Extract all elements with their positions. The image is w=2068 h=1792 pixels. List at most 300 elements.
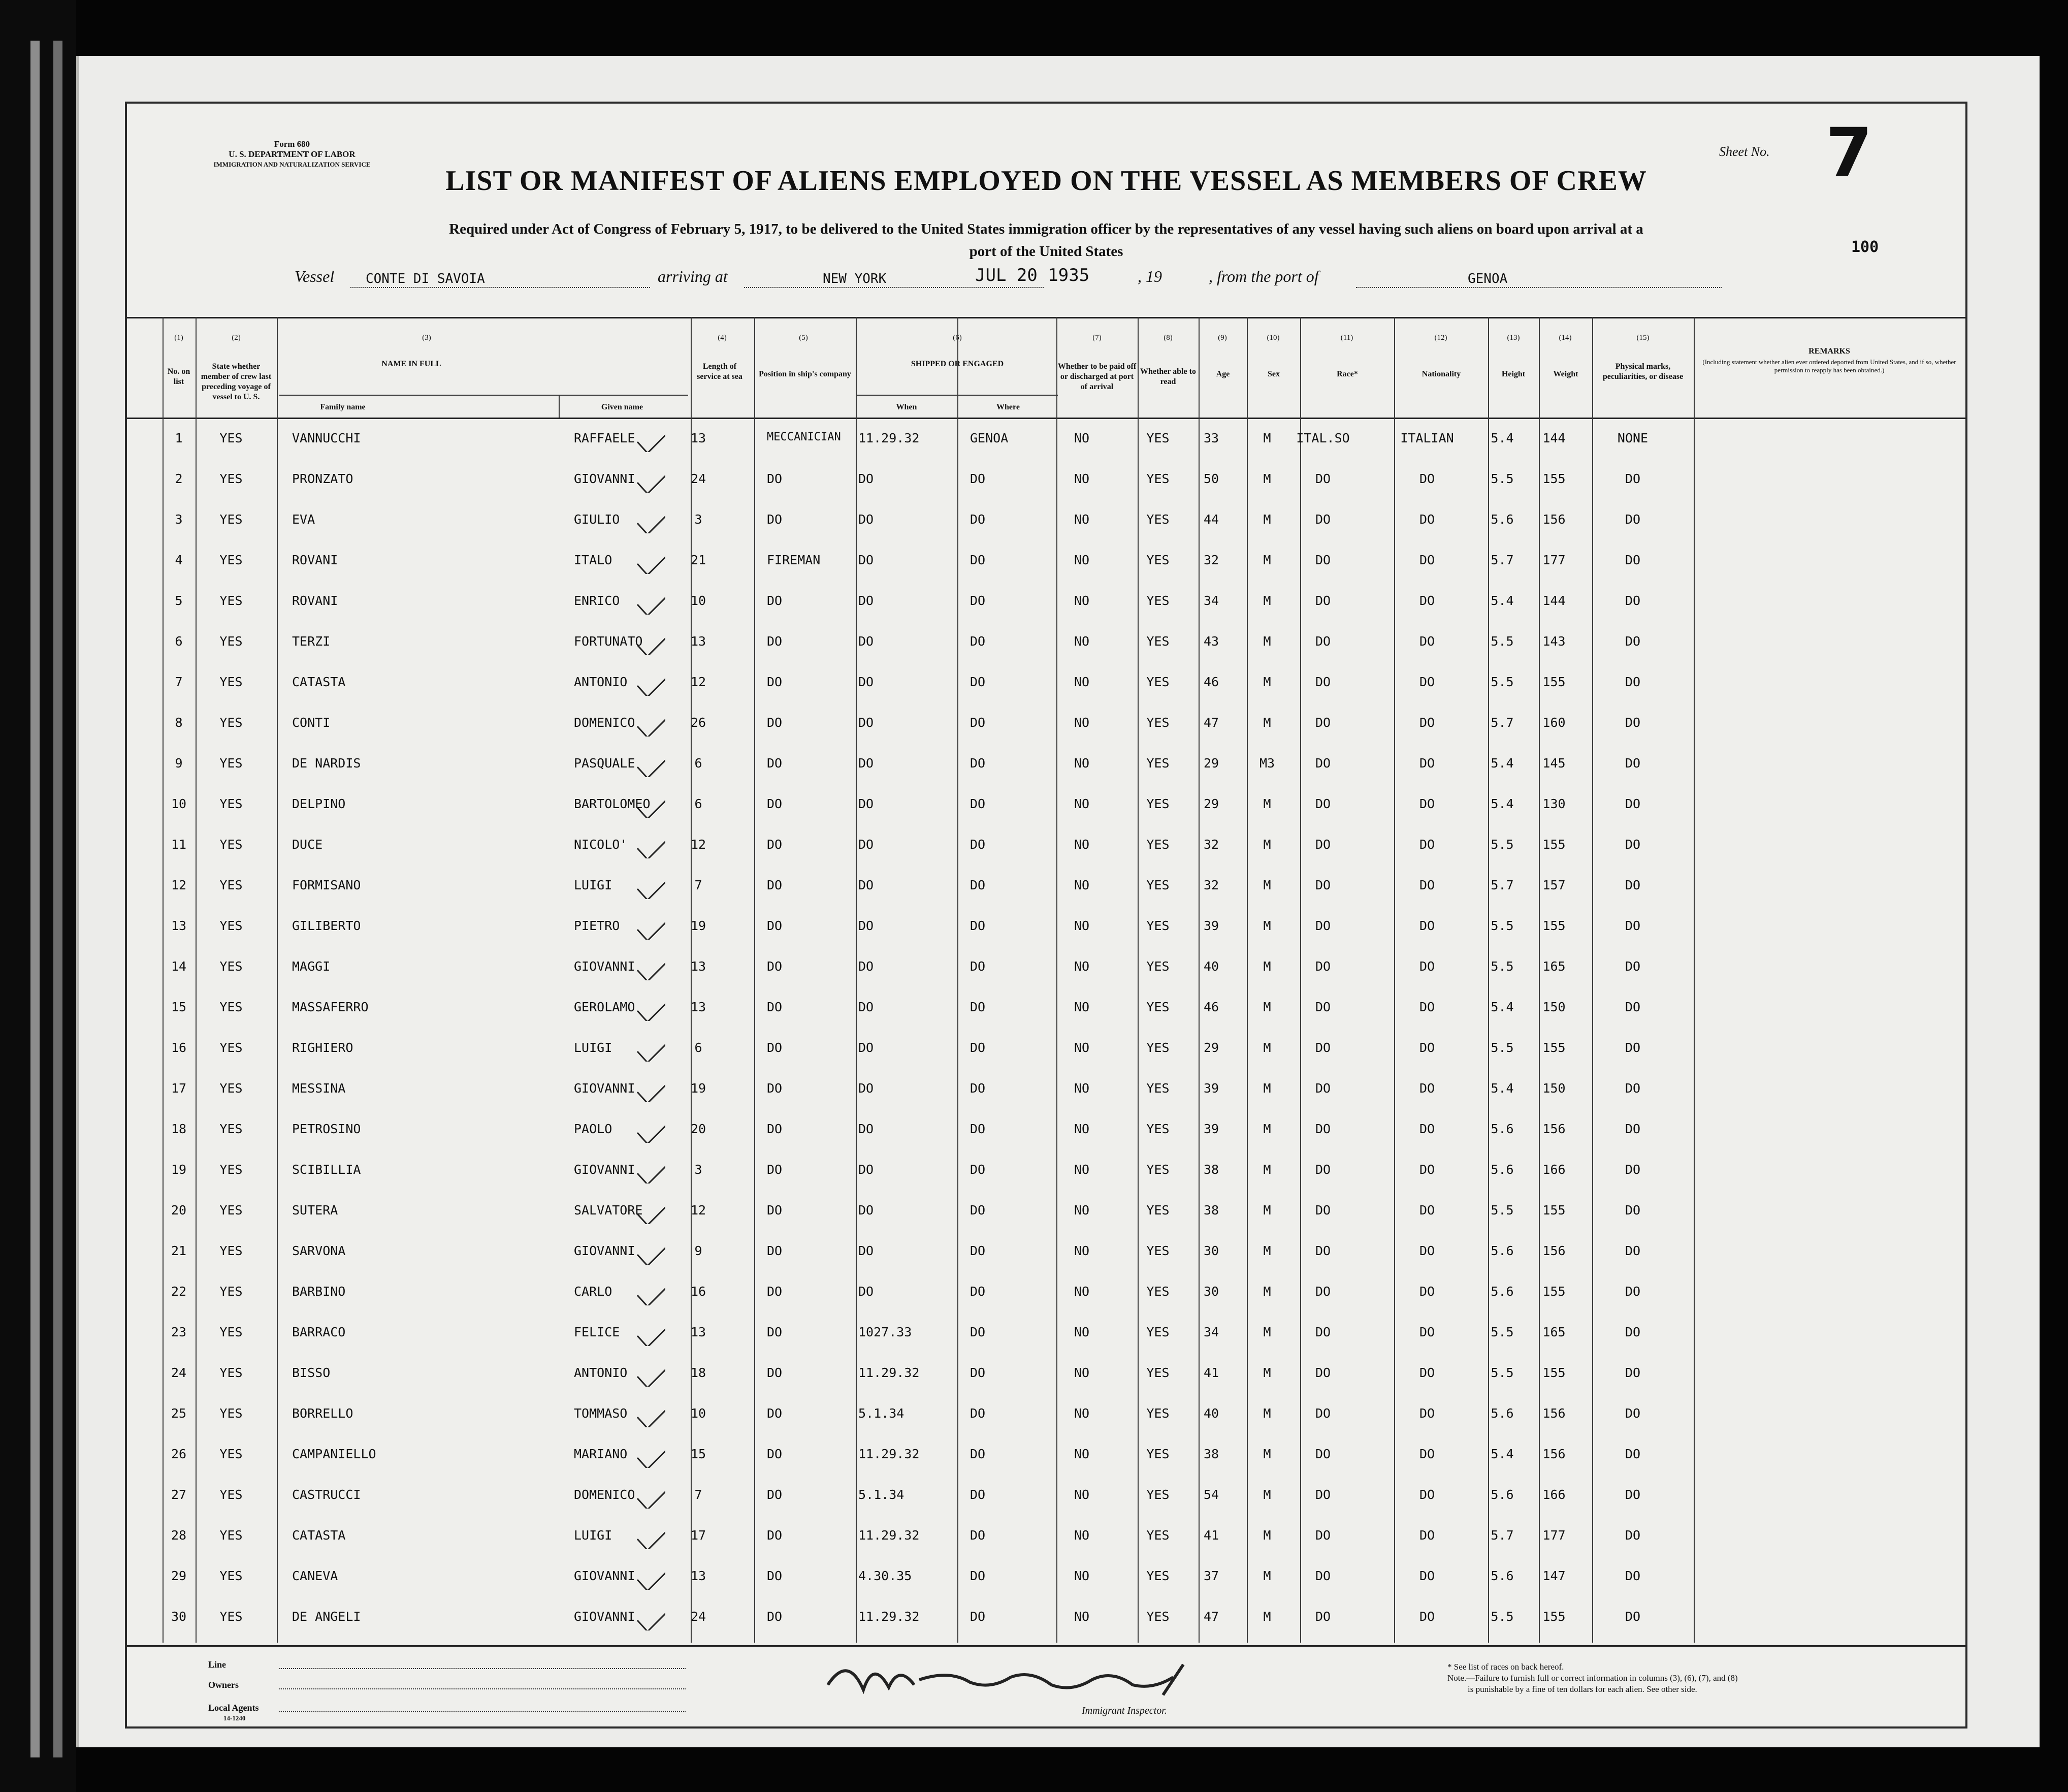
checkmark-icon (635, 909, 665, 940)
given-name: RAFFAELE (574, 431, 635, 445)
able-to-read: YES (1146, 837, 1170, 852)
row-number: 14 (171, 959, 187, 974)
column-number: (9) (1218, 334, 1227, 342)
shipped-where: DO (970, 634, 986, 649)
nationality: DO (1419, 1528, 1435, 1543)
column-header (127, 317, 1965, 419)
prior-voyage: YES (219, 1040, 243, 1055)
prior-voyage: YES (219, 675, 243, 689)
form-code: 100 (1851, 238, 1879, 256)
age: 39 (1203, 918, 1219, 933)
row-number: 18 (171, 1122, 187, 1136)
position: DO (767, 675, 783, 689)
shipped-where: DO (970, 1284, 986, 1299)
age: 41 (1203, 1528, 1219, 1543)
paid-off: NO (1074, 471, 1090, 486)
sex: M (1263, 837, 1271, 852)
local-agents-label: Local Agents (208, 1703, 259, 1713)
service-length: 13 (690, 1569, 706, 1583)
able-to-read: YES (1146, 1406, 1170, 1421)
sex: M (1263, 878, 1271, 892)
given-name: PIETRO (574, 918, 620, 933)
row-number: 17 (171, 1081, 187, 1096)
family-name: SCIBILLIA (292, 1162, 361, 1177)
crew-row (127, 1434, 1965, 1471)
weight: 144 (1542, 593, 1566, 608)
prior-voyage: YES (219, 1081, 243, 1096)
shipped-when: DO (858, 1081, 874, 1096)
physical-marks: DO (1625, 918, 1641, 933)
shipped-when: DO (858, 878, 874, 892)
nationality: DO (1419, 675, 1435, 689)
sex: M (1263, 918, 1271, 933)
able-to-read: YES (1146, 918, 1170, 933)
height: 5.5 (1491, 675, 1514, 689)
sex: M (1263, 1040, 1271, 1055)
checkmark-icon (635, 869, 665, 899)
nationality: DO (1419, 1081, 1435, 1096)
vessel-name: CONTE DI SAVOIA (366, 271, 485, 286)
able-to-read: YES (1146, 1122, 1170, 1136)
height: 5.5 (1491, 1609, 1514, 1624)
paid-off: NO (1074, 715, 1090, 730)
height: 5.6 (1491, 1406, 1514, 1421)
race: DO (1315, 1406, 1331, 1421)
shipped-where: DO (970, 553, 986, 567)
given-name: GIULIO (574, 512, 620, 527)
family-name: MESSINA (292, 1081, 346, 1096)
crew-row (127, 622, 1965, 658)
header-remarks-title: REMARKS (1808, 347, 1850, 356)
age: 50 (1203, 471, 1219, 486)
age: 54 (1203, 1487, 1219, 1502)
checkmark-icon (635, 1316, 665, 1346)
given-name: ITALO (574, 553, 612, 567)
crew-row (127, 540, 1965, 577)
shipped-when: DO (858, 1122, 874, 1136)
service-length: 7 (694, 1487, 702, 1502)
header-nationality: Nationality (1421, 370, 1461, 378)
shipped-when: DO (858, 512, 874, 527)
race: DO (1315, 1609, 1331, 1624)
physical-marks: DO (1625, 1365, 1641, 1380)
race: DO (1315, 756, 1331, 771)
prior-voyage: YES (219, 1203, 243, 1218)
header-position: Position in ship's company (759, 370, 851, 378)
service-length: 3 (694, 512, 702, 527)
crew-row (127, 866, 1965, 902)
crew-row (127, 581, 1965, 618)
prior-voyage: YES (219, 634, 243, 649)
nationality: DO (1419, 715, 1435, 730)
age: 32 (1203, 878, 1219, 892)
crew-row (127, 1313, 1965, 1349)
given-name: GIOVANNI (574, 1569, 635, 1583)
height: 5.4 (1491, 593, 1514, 608)
prior-voyage: YES (219, 715, 243, 730)
prior-voyage: YES (219, 553, 243, 567)
prior-voyage: YES (219, 878, 243, 892)
height: 5.6 (1491, 1162, 1514, 1177)
paid-off: NO (1074, 1528, 1090, 1543)
able-to-read: YES (1146, 959, 1170, 974)
given-name: LUIGI (574, 878, 612, 892)
checkmark-icon (635, 1072, 665, 1102)
position: FIREMAN (767, 553, 821, 567)
shipped-where: DO (970, 756, 986, 771)
row-number: 19 (171, 1162, 187, 1177)
shipped-when: 5.1.34 (858, 1406, 904, 1421)
row-number: 28 (171, 1528, 187, 1543)
age: 39 (1203, 1081, 1219, 1096)
shipped-where: DO (970, 1325, 986, 1339)
family-name: ROVANI (292, 553, 338, 567)
nationality: DO (1419, 553, 1435, 567)
service-length: 20 (690, 1122, 706, 1136)
physical-marks: DO (1625, 553, 1641, 567)
able-to-read: YES (1146, 553, 1170, 567)
able-to-read: YES (1146, 1243, 1170, 1258)
column-number: (6) (953, 334, 962, 342)
physical-marks: DO (1625, 1243, 1641, 1258)
row-number: 25 (171, 1406, 187, 1421)
row-number: 22 (171, 1284, 187, 1299)
shipped-where: DO (970, 1365, 986, 1380)
row-number: 27 (171, 1487, 187, 1502)
sex: M (1263, 959, 1271, 974)
given-name: GIOVANNI (574, 1081, 635, 1096)
year-label: , 19 (1138, 267, 1162, 285)
nationality: DO (1419, 1203, 1435, 1218)
family-name: BORRELLO (292, 1406, 353, 1421)
crew-row (127, 1272, 1965, 1308)
weight: 156 (1542, 1243, 1566, 1258)
checkmark-icon (635, 1031, 665, 1062)
given-name: ANTONIO (574, 1365, 628, 1380)
physical-marks: DO (1625, 1081, 1641, 1096)
physical-marks: DO (1625, 878, 1641, 892)
header-race: Race* (1337, 370, 1358, 378)
owners-label: Owners (208, 1680, 239, 1690)
prior-voyage: YES (219, 1243, 243, 1258)
checkmark-icon (635, 787, 665, 818)
prior-voyage: YES (219, 471, 243, 486)
physical-marks: DO (1625, 1122, 1641, 1136)
weight: 166 (1542, 1487, 1566, 1502)
race: DO (1315, 1000, 1331, 1014)
sex: M (1263, 1406, 1271, 1421)
family-name: BARBINO (292, 1284, 346, 1299)
column-number: (12) (1434, 334, 1447, 342)
sex: M (1263, 634, 1271, 649)
paid-off: NO (1074, 796, 1090, 811)
departure-port: GENOA (1468, 271, 1508, 286)
family-name: CANEVA (292, 1569, 338, 1583)
nationality: DO (1419, 512, 1435, 527)
service-length: 12 (690, 675, 706, 689)
sheet-number-label: Sheet No. (1719, 144, 1770, 159)
given-name: DOMENICO (574, 1487, 635, 1502)
race: DO (1315, 1325, 1331, 1339)
sex: M3 (1259, 756, 1275, 771)
paid-off: NO (1074, 593, 1090, 608)
given-name: GIOVANNI (574, 1243, 635, 1258)
shipped-when: DO (858, 1243, 874, 1258)
weight: 156 (1542, 1122, 1566, 1136)
sex: M (1263, 1122, 1271, 1136)
column-number: (1) (174, 334, 183, 342)
family-name: CASTRUCCI (292, 1487, 361, 1502)
column-number: (2) (232, 334, 241, 342)
physical-marks: DO (1625, 1447, 1641, 1461)
able-to-read: YES (1146, 471, 1170, 486)
shipped-when: 11.29.32 (858, 1447, 920, 1461)
nationality: DO (1419, 878, 1435, 892)
header-name: NAME IN FULL (381, 360, 441, 368)
height: 5.5 (1491, 1203, 1514, 1218)
height: 5.6 (1491, 1243, 1514, 1258)
sex: M (1263, 675, 1271, 689)
race: DO (1315, 1162, 1331, 1177)
subtitle-line-2: port of the United States (969, 243, 1123, 260)
able-to-read: YES (1146, 1284, 1170, 1299)
sex: M (1263, 1528, 1271, 1543)
position: DO (767, 1406, 783, 1421)
column-number: (5) (799, 334, 808, 342)
checkmark-icon (635, 503, 665, 533)
weight: 147 (1542, 1569, 1566, 1583)
able-to-read: YES (1146, 715, 1170, 730)
binding-edge (30, 41, 40, 1757)
position: DO (767, 1122, 783, 1136)
prior-voyage: YES (219, 1406, 243, 1421)
position: DO (767, 837, 783, 852)
nationality: DO (1419, 1569, 1435, 1583)
service-length: 6 (694, 756, 702, 771)
column-number: (15) (1636, 334, 1650, 342)
given-name: ANTONIO (574, 675, 628, 689)
prior-voyage: YES (219, 918, 243, 933)
row-number: 1 (175, 431, 183, 445)
crew-row (127, 1516, 1965, 1552)
paid-off: NO (1074, 918, 1090, 933)
nationality: DO (1419, 634, 1435, 649)
race: DO (1315, 715, 1331, 730)
height: 5.6 (1491, 1487, 1514, 1502)
nationality: DO (1419, 837, 1435, 852)
position: DO (767, 878, 783, 892)
document-title: LIST OR MANIFEST OF ALIENS EMPLOYED ON THE VESSEL AS MEMBERS OF CREW (445, 165, 1647, 197)
age: 33 (1203, 431, 1219, 445)
shipped-where: DO (970, 878, 986, 892)
weight: 156 (1542, 1447, 1566, 1461)
position: DO (767, 1365, 783, 1380)
shipped-when: DO (858, 715, 874, 730)
position: DO (767, 1000, 783, 1014)
crew-row (127, 1475, 1965, 1512)
shipped-when: 11.29.32 (858, 1528, 920, 1543)
checkmark-icon (635, 1600, 665, 1630)
shipped-where: DO (970, 918, 986, 933)
position: DO (767, 959, 783, 974)
position: DO (767, 1569, 783, 1583)
position: DO (767, 1325, 783, 1339)
paid-off: NO (1074, 1000, 1090, 1014)
family-name: EVA (292, 512, 315, 527)
checkmark-icon (635, 1478, 665, 1509)
position: DO (767, 1081, 783, 1096)
able-to-read: YES (1146, 1487, 1170, 1502)
agents-field (279, 1711, 686, 1712)
weight: 155 (1542, 918, 1566, 933)
able-to-read: YES (1146, 512, 1170, 527)
paid-off: NO (1074, 837, 1090, 852)
race: DO (1315, 1243, 1331, 1258)
sex: M (1263, 1081, 1271, 1096)
age: 32 (1203, 837, 1219, 852)
prior-voyage: YES (219, 1447, 243, 1461)
shipped-when: DO (858, 837, 874, 852)
paid-off: NO (1074, 1365, 1090, 1380)
header-sex: Sex (1268, 370, 1280, 378)
service-length: 19 (690, 1081, 706, 1096)
position: DO (767, 918, 783, 933)
prior-voyage: YES (219, 1122, 243, 1136)
sex: M (1263, 1569, 1271, 1583)
penalty-note-continued: is punishable by a fine of ten dollars for each alien. See other side. (1468, 1684, 1697, 1694)
service-text: IMMIGRATION AND NATURALIZATION SERVICE (213, 161, 371, 168)
sex: M (1263, 1609, 1271, 1624)
shipped-when: 1027.33 (858, 1325, 912, 1339)
service-length: 6 (694, 796, 702, 811)
paid-off: NO (1074, 1122, 1090, 1136)
given-name: GIOVANNI (574, 1162, 635, 1177)
checkmark-icon (635, 1559, 665, 1590)
paid-off: NO (1074, 1284, 1090, 1299)
line-field (279, 1668, 686, 1669)
given-name: BARTOLOMEO (574, 796, 651, 811)
sex: M (1263, 593, 1271, 608)
prior-voyage: YES (219, 756, 243, 771)
line-label: Line (208, 1659, 227, 1670)
service-length: 13 (690, 1000, 706, 1014)
nationality: DO (1419, 1040, 1435, 1055)
age: 29 (1203, 1040, 1219, 1055)
service-length: 24 (690, 471, 706, 486)
row-number: 8 (175, 715, 183, 730)
height: 5.4 (1491, 1000, 1514, 1014)
row-number: 30 (171, 1609, 187, 1624)
paid-off: NO (1074, 1162, 1090, 1177)
position: DO (767, 634, 783, 649)
weight: 156 (1542, 1406, 1566, 1421)
crew-row (127, 1109, 1965, 1146)
prior-voyage: YES (219, 837, 243, 852)
service-length: 24 (690, 1609, 706, 1624)
able-to-read: YES (1146, 1447, 1170, 1461)
races-note: * See list of races on back hereof. (1447, 1662, 1564, 1672)
race: DO (1315, 1040, 1331, 1055)
crew-row (127, 947, 1965, 983)
physical-marks: DO (1625, 756, 1641, 771)
nationality: DO (1419, 471, 1435, 486)
column-number: (13) (1507, 334, 1520, 342)
prior-voyage: YES (219, 1162, 243, 1177)
sex: M (1263, 1203, 1271, 1218)
weight: 156 (1542, 512, 1566, 527)
header-subrule (279, 395, 688, 396)
position: DO (767, 1162, 783, 1177)
position: DO (767, 1609, 783, 1624)
row-number: 5 (175, 593, 183, 608)
crew-row (127, 459, 1965, 496)
weight: 145 (1542, 756, 1566, 771)
agents-code: 14-1240 (223, 1714, 246, 1722)
shipped-where: DO (970, 796, 986, 811)
service-length: 6 (694, 1040, 702, 1055)
nationality: DO (1419, 796, 1435, 811)
checkmark-icon (635, 1112, 665, 1143)
age: 37 (1203, 1569, 1219, 1583)
sex: M (1263, 1365, 1271, 1380)
service-length: 19 (690, 918, 706, 933)
checkmark-icon (635, 1234, 665, 1265)
weight: 166 (1542, 1162, 1566, 1177)
column-number: (3) (422, 334, 431, 342)
position: DO (767, 1203, 783, 1218)
weight: 150 (1542, 1000, 1566, 1014)
given-name: FORTUNATO (574, 634, 643, 649)
age: 44 (1203, 512, 1219, 527)
height: 5.7 (1491, 1528, 1514, 1543)
race: DO (1315, 878, 1331, 892)
paid-off: NO (1074, 878, 1090, 892)
sex: M (1263, 471, 1271, 486)
crew-row (127, 825, 1965, 861)
checkmark-icon (635, 747, 665, 777)
physical-marks: DO (1625, 1162, 1641, 1177)
physical-marks: DO (1625, 1609, 1641, 1624)
header-service: Length of service at sea (697, 362, 742, 381)
able-to-read: YES (1146, 1000, 1170, 1014)
family-name: DELPINO (292, 796, 346, 811)
able-to-read: YES (1146, 756, 1170, 771)
able-to-read: YES (1146, 1365, 1170, 1380)
position: DO (767, 1528, 783, 1543)
physical-marks: DO (1625, 675, 1641, 689)
service-length: 26 (690, 715, 706, 730)
row-number: 12 (171, 878, 187, 892)
shipped-where: DO (970, 715, 986, 730)
checkmark-icon (635, 706, 665, 737)
crew-row (127, 1191, 1965, 1227)
shipped-when: DO (858, 918, 874, 933)
able-to-read: YES (1146, 1325, 1170, 1339)
weight: 165 (1542, 959, 1566, 974)
able-to-read: YES (1146, 675, 1170, 689)
paid-off: NO (1074, 512, 1090, 527)
column-number: (11) (1340, 334, 1353, 342)
sex: M (1263, 1162, 1271, 1177)
able-to-read: YES (1146, 1528, 1170, 1543)
service-length: 13 (690, 431, 706, 445)
weight: 160 (1542, 715, 1566, 730)
weight: 150 (1542, 1081, 1566, 1096)
race: DO (1315, 512, 1331, 527)
position: DO (767, 1447, 783, 1461)
shipped-where: DO (970, 1122, 986, 1136)
height: 5.7 (1491, 553, 1514, 567)
